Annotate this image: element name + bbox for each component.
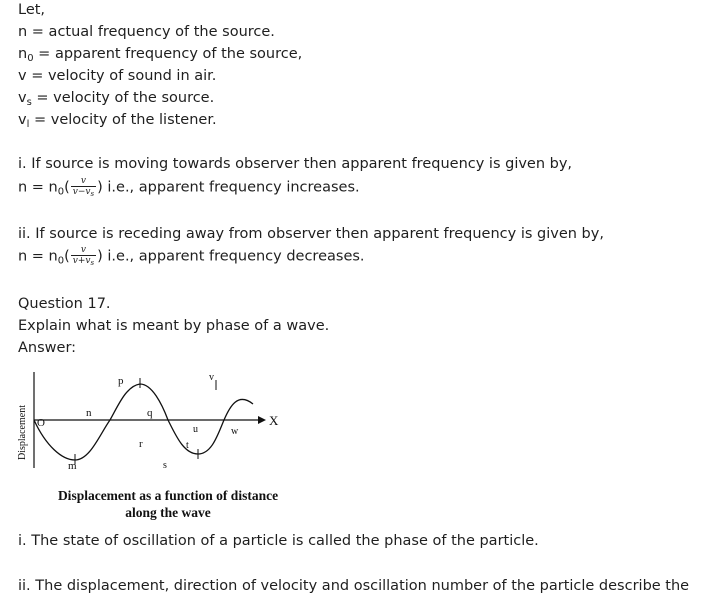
- x-axis-arrow: [258, 416, 266, 424]
- wave-figure: [18, 364, 318, 476]
- def-n: n = actual frequency of the source.: [18, 24, 275, 40]
- answer-point1: i. The state of oscillation of a particle is called the phase of the particle.: [18, 533, 539, 549]
- point-w-label: w: [231, 426, 239, 437]
- point-p-label: p: [118, 375, 124, 387]
- point-m-label: m: [68, 460, 77, 472]
- point-u-label: u: [193, 424, 198, 435]
- x-axis-label: X: [269, 413, 279, 428]
- def-n0: $n_0$ = apparent frequency of the source,: [18, 46, 303, 64]
- point-t-label: t: [186, 440, 189, 451]
- wave-diagram: [18, 364, 318, 476]
- answer-point2: ii. The displacement, direction of velocity and oscillation number of the particle describe the: [18, 578, 690, 594]
- let-text: Let,: [18, 2, 46, 18]
- def-vs: $v_s$ = velocity of the source.: [18, 90, 215, 108]
- case2-statement: ii. If source is receding away from observer then apparent frequency is given by,: [18, 226, 604, 242]
- case1-statement: i. If source is moving towards observer then apparent frequency is given by,: [18, 156, 573, 172]
- point-v-label: v: [209, 372, 214, 383]
- origin-label: O: [37, 417, 45, 429]
- case2-formula: $n = n_0$( $\frac{v}{v+v_s}$ ) i.e., apparent frequency decreases.: [18, 245, 365, 267]
- point-r-label: r: [139, 438, 143, 450]
- point-s-label: s: [163, 460, 167, 471]
- point-n-label: n: [86, 407, 92, 419]
- point-q-label: q: [147, 407, 153, 419]
- answer-label: Answer:: [18, 340, 77, 356]
- wave-curve: [34, 384, 253, 460]
- question-number: Question 17.: [18, 296, 111, 312]
- y-axis-label: Displacement: [18, 405, 28, 460]
- def-vl: $v_l$ = velocity of the listener.: [18, 112, 217, 130]
- figure-caption-line2: along the wave: [125, 505, 211, 520]
- def-v: v = velocity of sound in air.: [18, 68, 217, 84]
- case1-formula: $n = n_0$( $\frac{v}{v-v_s}$ ) i.e., apparent frequency increases.: [18, 176, 360, 198]
- figure-caption-line1: Displacement as a function of distance: [57, 488, 279, 503]
- question-text: Explain what is meant by phase of a wave.: [18, 318, 330, 334]
